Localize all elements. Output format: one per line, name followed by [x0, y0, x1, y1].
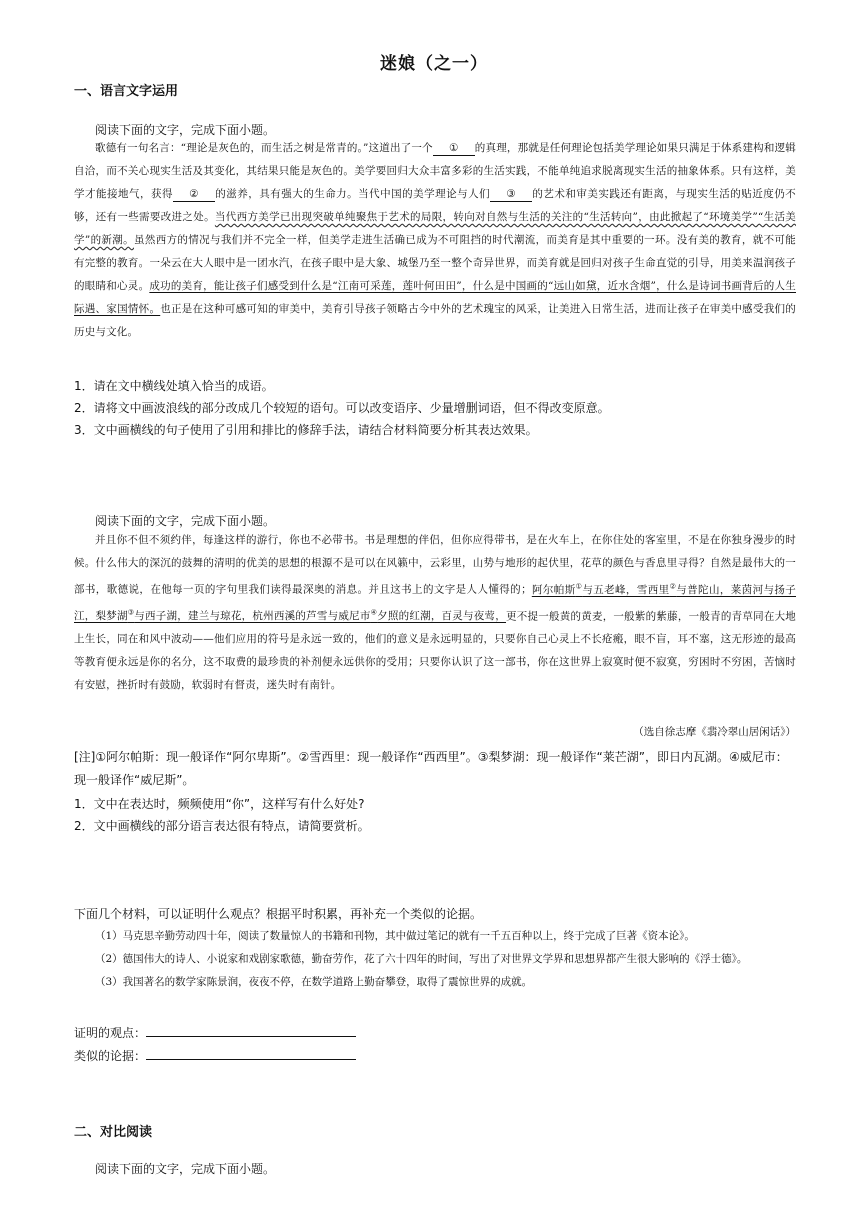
underlined-sentence: ，什么是诗词书画背后的人生际遇、家国情怀。: [74, 280, 796, 315]
question-item: 2．请将文中画波浪线的部分改成几个较短的语句。可以改变语序、少量增删词语，但不得改变原意。: [74, 401, 610, 415]
blank-2[interactable]: ②: [173, 187, 215, 202]
question-item: 1．请在文中横线处填入恰当的成语。: [74, 379, 274, 393]
reading-instruction-3: 阅读下面的文字，完成下面小题。: [95, 1162, 276, 1176]
reading-instruction-2: 阅读下面的文字，完成下面小题。: [95, 514, 276, 528]
material-item: （1）马克思辛勤劳动四十年，阅读了数量惊人的书籍和刊物，其中做过笔记的就有一千五百种以上，终于完成了巨著《资本论》。: [95, 930, 695, 942]
passage-text: 的滋养，具有强大的生命力。当代中国的美学理论与人们: [214, 188, 491, 200]
evidence-answer-line: [74, 1047, 356, 1064]
page-title: 迷娘（之一）: [380, 54, 488, 74]
wavy-underlined-sentence: 当代西方美学已出现突破单纯聚焦于艺术的局限，转向对自然与生活的关注的“生活转向”，由此掀起了“环境美学”“生活美学”的新潮。: [74, 211, 796, 246]
underlined-sentence: ，什么是中国画的“远山如黛，近水含烟”: [461, 280, 657, 292]
blank-3[interactable]: ③: [490, 187, 532, 202]
reading-passage-1: [74, 137, 796, 344]
question-list-1: [74, 375, 796, 441]
question-list-2: [74, 793, 796, 837]
material-item: （2）德国伟大的诗人、小说家和戏剧家歌德，勤奋劳作，花了六十四年的时间，写出了对世界文学界和思想界都产生很大影响的《浮士德》。: [95, 953, 748, 965]
viewpoint-label: 证明的观点：: [74, 1026, 147, 1040]
underlined-sentence: 成功的美育，能让孩子们感受到什么是“江南可采莲，莲叶何田田”: [149, 280, 462, 292]
evidence-label: 类似的论据：: [74, 1049, 147, 1063]
material-item: （3）我国著名的数学家陈景润，夜夜不停，在数学道路上勤奋攀登，取得了震惊世界的成就。: [95, 976, 533, 988]
place-name: 与普陀山，莱茵河与扬子江，梨梦湖: [74, 583, 796, 622]
passage-text: 歌德有一句名言：“理论是灰色的，而生活之树是常青的。”这道出了一个: [95, 142, 433, 154]
footnote-marker: ①: [575, 582, 583, 590]
viewpoint-answer-blank[interactable]: [146, 1024, 356, 1037]
passage-text: 的艺术和审美实践还有距离，与现实生活的贴近度仍不够，还有一些需要改进之处。: [74, 188, 796, 223]
section-heading-1: 一、语言文字运用: [74, 84, 179, 99]
place-name: 阿尔帕斯: [531, 583, 576, 596]
footnote: [注]①阿尔帕斯：现一般译作“阿尔卑斯”。②雪西里：现一般译作“西西里”。③梨梦湖：现一般译作“莱芒湖”，即日内瓦湖。④威尼市：现一般译作“威尼斯”。: [74, 750, 788, 787]
footnote-marker: ③: [127, 608, 135, 617]
passage-text: 更不提一般黄的黄麦，一般紫的紫藤，一般青的青草同在大地上生长，同在和风中波动——他们应用的符号是永远一致的，他们的意义是永远明显的，只要你自己心灵上不长疮瘢，眼不盲，耳不塞，这无形迹的最高等教育便永远是你的名分，这不取费的最珍贵的补剂便永远供你的受用；只要你认识了这一部书，你在这世界上寂寞时便不寂寞，穷困时不穷困，苦恼时有安慰，挫折时有鼓励，软弱时有督责，迷失时有南针。: [74, 610, 797, 691]
section-heading-2: 二、对比阅读: [74, 1125, 153, 1140]
evidence-answer-blank[interactable]: [146, 1047, 356, 1060]
passage-text: 也正是在这种可感可知的审美中，美育引导孩子领略古今中外的艺术瑰宝的风采，让美进入日常生活，进而让孩子在审美中感受我们的历史与文化。: [74, 303, 796, 338]
passage-text: 虽然西方的情况与我们并不完全一样，但美学走进生活确已成为不可阻挡的时代潮流，而美育是其中重要的一环。没有美的教育，就不可能有完整的教育。一朵云在大人眼中是一团水汽，在孩子眼中是大象、城堡乃至一整个奇异世界，而美育就是回归对孩子生命直觉的引导，用美来温润孩子的眼睛和心灵。: [74, 234, 796, 292]
footnote-marker: ②: [669, 582, 677, 590]
reading-passage-2: [74, 529, 796, 697]
materials-list: [74, 925, 796, 994]
argument-prompt: 下面几个材料，可以证明什么观点？根据平时积累，再补充一个类似的论据。: [74, 907, 483, 921]
blank-1[interactable]: ①: [433, 141, 475, 156]
passage-text: 并且你不但不须约伴，每逢这样的游行，你也不必带书。书是理想的伴侣，但你应得带书，是在火车上，在你住处的客室里，不是在你独身漫步的时候。什么伟大的深沉的鼓舞的清明的优美的思想的根源不是可以在风籁中，云彩里，山势与地形的起伏里，花草的颜色与香息里寻得？自然是最伟大的一部书，歌德说，在他每一页的字句里我们读得最深奥的消息。并且这书上的文字是人人懂得的；: [74, 534, 796, 596]
passage-text: 的真理，那就是任何理论包括美学理论如果只满足于体系建构和逻辑自洽，而不关心现实生活及其变化，其结果只能是灰色的。美学要回归大众丰富多彩的生活实践，不能单纯追求脱离现实生活的抽象体系。只有这样，美学才能接地气，获得: [74, 142, 796, 200]
question-item: 3．文中画横线的句子使用了引用和排比的修辞手法，请结合材料简要分析其表达效果。: [74, 423, 538, 437]
viewpoint-answer-line: [74, 1024, 356, 1041]
reading-instruction-1: 阅读下面的文字，完成下面小题。: [95, 123, 276, 137]
question-item: 2．文中画横线的部分语言表达很有特点，请简要赏析。: [74, 819, 370, 833]
place-name: 与西子湖，建兰与琼花，杭州西溪的芦雪与威尼市: [134, 610, 371, 622]
passage-source: （选自徐志摩《翡冷翠山居闲话》）: [633, 726, 796, 738]
place-name: 夕照的红潮，百灵与夜莺，: [377, 610, 507, 622]
place-name: 与五老峰，雪西里: [582, 583, 670, 596]
question-item: 1．文中在表达时，频频使用“你”，这样写有什么好处?: [74, 797, 365, 811]
footnote-marker: ④: [370, 608, 378, 617]
